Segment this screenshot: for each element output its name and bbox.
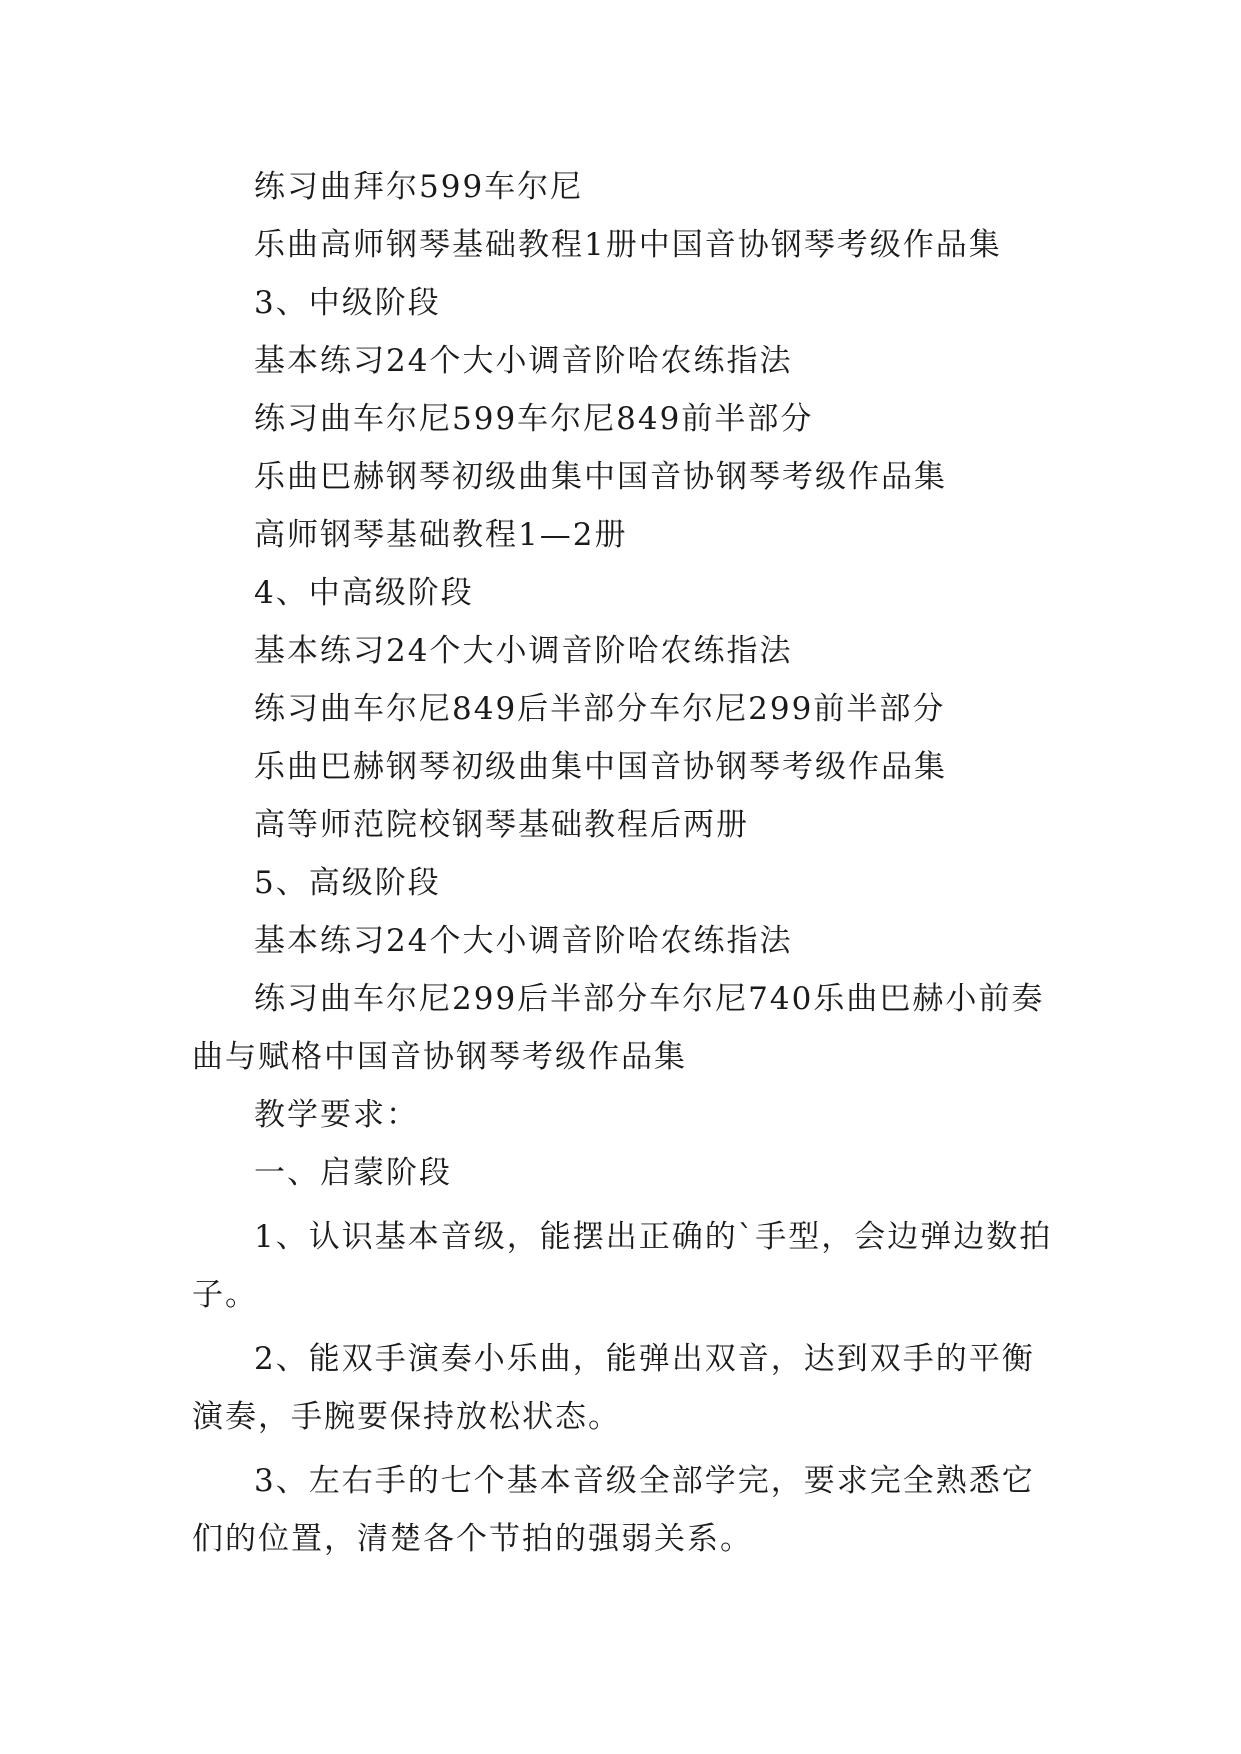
- document-body: [192, 158, 1052, 1568]
- requirement-3-line: 们的位置，清楚各个节拍的强弱关系。: [192, 1521, 753, 1557]
- text-line: 基本练习24个大小调音阶哈农练指法: [254, 633, 793, 669]
- teaching-requirements-heading: 教学要求：: [254, 1097, 419, 1133]
- requirement-2-line: 2、能双手演奏小乐曲，能弹出双音，达到双手的平衡: [254, 1341, 1035, 1377]
- text-line: 练习曲拜尔599车尔尼: [254, 169, 584, 205]
- text-line: 练习曲车尔尼849后半部分车尔尼299前半部分: [254, 691, 946, 727]
- text-line: 乐曲巴赫钢琴初级曲集中国音协钢琴考级作品集: [254, 749, 947, 785]
- section-heading: 4、中高级阶段: [254, 575, 474, 611]
- section-heading: 5、高级阶段: [254, 865, 441, 901]
- paragraph-line: 曲与赋格中国音协钢琴考级作品集: [192, 1039, 687, 1075]
- text-line: 乐曲高师钢琴基础教程1册中国音协钢琴考级作品集: [254, 227, 1002, 263]
- text-line: 基本练习24个大小调音阶哈农练指法: [254, 343, 793, 379]
- text-line: 乐曲巴赫钢琴初级曲集中国音协钢琴考级作品集: [254, 459, 947, 495]
- text-line: 基本练习24个大小调音阶哈农练指法: [254, 923, 793, 959]
- text-line: 高师钢琴基础教程1—2册: [254, 517, 628, 553]
- requirement-2-line: 演奏，手腕要保持放松状态。: [192, 1399, 621, 1435]
- requirement-1-line: 1、认识基本音级，能摆出正确的`手型，会边弹边数拍: [254, 1219, 1053, 1255]
- text-line: 高等师范院校钢琴基础教程后两册: [254, 807, 749, 843]
- requirement-1-line: 子。: [192, 1277, 258, 1313]
- paragraph-line: 练习曲车尔尼299后半部分车尔尼740乐曲巴赫小前奏: [254, 981, 1045, 1017]
- text-line: 练习曲车尔尼599车尔尼849前半部分: [254, 401, 814, 437]
- requirement-3-line: 3、左右手的七个基本音级全部学完，要求完全熟悉它: [254, 1463, 1035, 1499]
- section-heading: 3、中级阶段: [254, 285, 441, 321]
- stage-heading: 一、启蒙阶段: [254, 1155, 452, 1191]
